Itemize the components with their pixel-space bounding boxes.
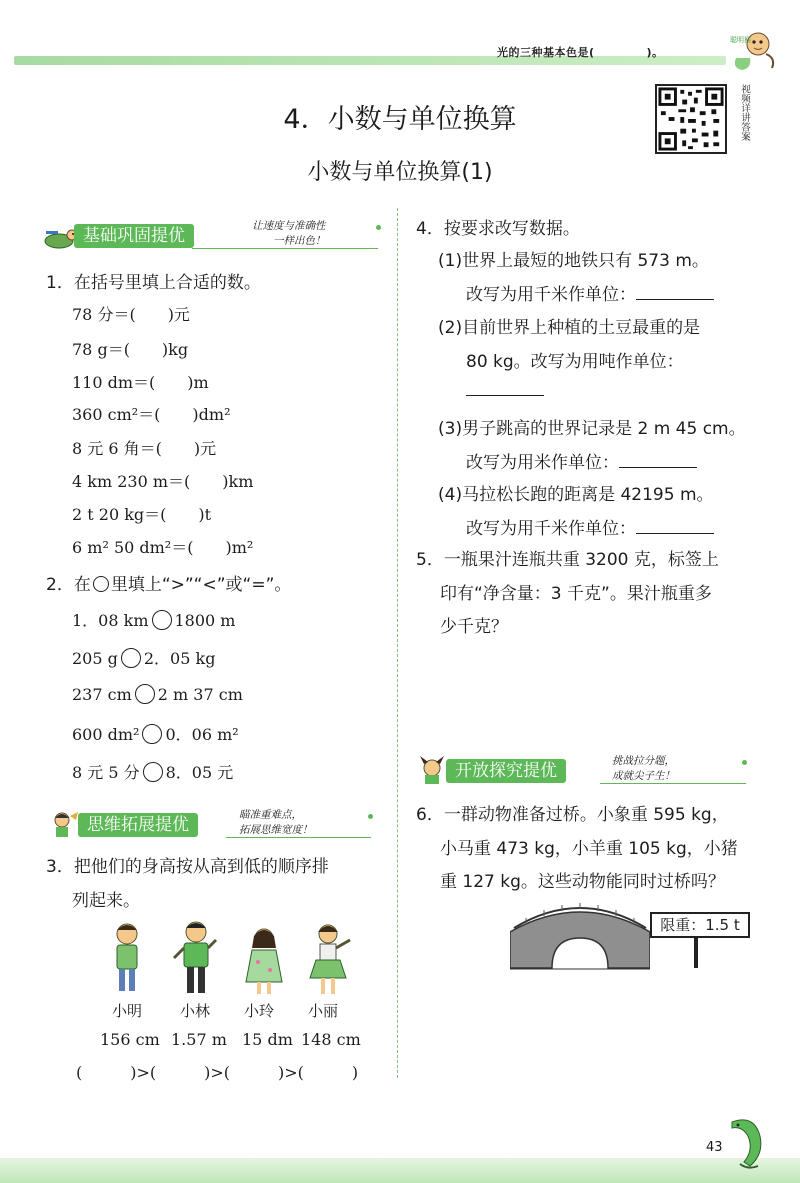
q2-item: 8 元 5 分 8．05 元 [72,763,234,782]
section-line [192,248,378,249]
weight-limit-sign: 限重：1.5 t [650,912,750,938]
q4-part4: (4)马拉松长跑的距离是 42195 m。 [438,485,714,505]
column-divider [397,208,398,1078]
q4-part1: (1)世界上最短的地铁只有 573 m。 [438,251,709,271]
page-title: 4．小数与单位换算 [283,104,517,135]
q1-item: 6 m² 50 dm²＝( )m² [72,538,254,557]
q6-line1: 6．一群动物准备过桥。小象重 595 kg， [416,805,729,825]
q4-part4-answer: 改写为用千米作单位： [466,514,714,539]
answer-circle[interactable] [152,610,172,630]
qr-caption: 视频详讲答案 [739,84,750,141]
q2-item: 1．08 km 1800 m [72,611,236,630]
mascot-label: 聪明猴 [730,36,751,44]
section-line [226,837,371,838]
kid-name: 小丽 [308,1002,339,1020]
q1-item: 4 km 230 m＝( )km [72,472,254,491]
monkey-mascot-icon [728,28,778,72]
q1-item: 78 分＝( )元 [72,305,190,324]
answer-circle[interactable] [121,648,141,668]
kid-icon [246,929,282,994]
kid-icon [117,924,137,991]
section-banner-basic [42,221,382,251]
q6-line3: 重 127 kg。这些动物能同时过桥吗？ [440,872,725,892]
q4-stem: 4．按要求改写数据。 [416,219,580,239]
q3-line2: 列起来。 [72,891,140,911]
q6-line2: 小马重 473 kg，小羊重 105 kg，小猪 [440,839,738,859]
q3-line1: 3．把他们的身高按从高到低的顺序排 [46,857,329,877]
q3-order-blanks[interactable]: ( )>( )>( )>( ) [76,1063,359,1082]
answer-circle[interactable] [135,684,155,704]
kid-name: 小明 [112,1002,143,1020]
q1-item: 78 g＝( )kg [72,340,189,359]
children-illustration [100,920,360,998]
dolphin-icon [724,1114,768,1170]
q4-part1-answer: 改写为用千米作单位： [466,280,714,305]
kid-height: 148 cm [301,1030,361,1049]
kid-height: 1.57 m [171,1030,227,1049]
kid-icon [310,925,350,994]
section-label-open: 开放探究提优 [446,759,566,783]
section-dot [368,814,373,819]
section-slogan-open: 挑战拉分题， 成就尖子生！ [612,755,675,782]
answer-line[interactable] [619,454,697,468]
q4-part2: (2)目前世界上种植的土豆最重的是 [438,318,701,338]
q4-part2-cont: 80 kg。改写为用吨作单位： [466,352,684,372]
answer-circle[interactable] [143,762,163,782]
answer-line[interactable] [636,520,714,534]
q5-line3: 少千克？ [440,617,508,637]
q2-item: 205 g 2．05 kg [72,649,216,668]
q4-part3: (3)男子跳高的世界记录是 2 m 45 cm。 [438,419,746,439]
q1-stem: 1．在括号里填上合适的数。 [46,273,261,293]
page-subtitle: 小数与单位换算(1) [307,160,493,185]
q2-item: 237 cm 2 m 37 cm [72,685,243,704]
kid-height: 156 cm [100,1030,160,1049]
q5-line2: 印有“净含量：3 千克”。果汁瓶重多 [440,584,712,604]
sign-post [694,938,698,968]
q2-item: 600 dm² 0．06 m² [72,725,239,744]
q4-part2-answer [466,381,544,401]
answer-line[interactable] [466,382,544,396]
q1-item: 110 dm＝( )m [72,373,209,392]
section-line [600,783,746,784]
section-banner-open [414,756,750,786]
q1-item: 2 t 20 kg＝( )t [72,505,212,524]
section-label-thinking: 思维拓展提优 [78,813,198,837]
bridge-illustration [510,898,650,970]
kid-name: 小林 [180,1002,211,1020]
kid-icon [174,922,216,993]
section-banner-thinking [46,810,376,840]
kid-height: 15 dm [242,1030,293,1049]
kid-name: 小玲 [244,1002,275,1020]
section-slogan-basic: 让速度与准确性 一样出色！ [252,220,326,247]
compare-circle [93,576,109,592]
section-dot [376,225,381,230]
answer-circle[interactable] [142,724,162,744]
q1-item: 8 元 6 角＝( )元 [72,439,217,458]
q2-stem: 2．在 里填上“>”“<”或“=”。 [46,575,292,595]
q1-item: 360 cm²＝( )dm² [72,405,231,424]
header-tip: 光的三种基本色是( )。 [497,46,664,59]
page-number: 43 [706,1140,723,1155]
answer-line[interactable] [636,286,714,300]
section-dot [742,760,747,765]
q5-line1: 5．一瓶果汁连瓶共重 3200 克，标签上 [416,550,719,570]
section-slogan-thinking: 瞄准重难点， 拓展思维宽度！ [239,809,313,836]
bottom-decor-band [0,1158,800,1183]
section-label-basic: 基础巩固提优 [74,224,194,248]
q4-part3-answer: 改写为用米作单位： [466,448,697,473]
